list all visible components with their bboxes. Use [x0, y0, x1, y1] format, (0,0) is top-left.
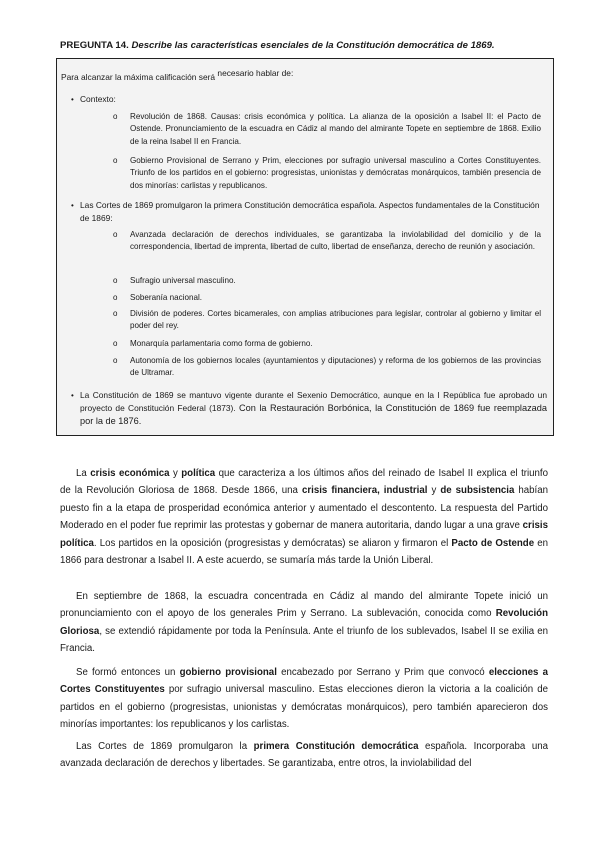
- bold-term: Pacto de Ostende: [451, 537, 535, 549]
- text-run: , se extendió rápidamente por toda la Península. Ante el triunfo de los sublevados, Isabel II se exilia en Francia.: [60, 625, 548, 655]
- paragraph-revolution: [60, 588, 548, 658]
- bullet-context: [71, 93, 116, 106]
- sub-item: [113, 229, 541, 254]
- bold-term: Revolución Gloriosa: [60, 608, 548, 637]
- sub-item: [113, 338, 541, 350]
- sub-item: [113, 155, 541, 192]
- circle-bullet-icon: o: [113, 276, 118, 285]
- bullet-validity-part-2: Con la Restauración Borbónica, la Constitución de 1869 fue reemplazada por la de 1876.: [80, 403, 548, 426]
- text-run: que caracteriza a los últimos años del reinado de Isabel II explica el triunfo de la Revolución Gloriosa de 1868. Desde 1866, una: [60, 468, 549, 497]
- sub-item: [113, 111, 541, 148]
- text-run: y: [427, 485, 441, 497]
- sub-item: [113, 355, 541, 380]
- bold-term: gobierno provisional: [179, 667, 277, 678]
- bold-term: política: [181, 468, 216, 479]
- sub-item-text: Gobierno Provisional de Serrano y Prim, elecciones por sufragio universal masculino a Cortes Constituyentes. Triunfo de los partidos en el gobierno: progresistas, unionistas y demócratas monárquicos, también presencia de dos minorías: carlistas y republicanos.: [130, 156, 541, 190]
- sub-item-text: Monarquía parlamentaria como forma de gobierno.: [130, 339, 313, 348]
- sub-item-text: Avanzada declaración de derechos individuales, se garantizaba la inviolabilidad del domicilio y de la correspondencia, libertad de imprenta, libertad de culto, libertad de enseñanza, derecho de reunión y asociación.: [130, 230, 541, 252]
- bold-term: de subsistencia: [440, 485, 515, 497]
- circle-bullet-icon: o: [113, 339, 118, 348]
- text-run: La: [76, 468, 91, 479]
- box-intro-part-2: necesario hablar de:: [217, 68, 294, 78]
- bold-term: crisis económica: [90, 468, 170, 479]
- bold-term: crisis financiera, industrial: [301, 485, 428, 497]
- box-intro: [61, 68, 294, 82]
- sub-item: [113, 275, 541, 287]
- text-run: por sufragio universal masculino. Estas elecciones dieron la victoria a la coalición de partidos en el gobierno (progresistas, unionistas y demócratas monárquicos), pero también aparecieron dos minorías importantes: los republicanos y los carlistas.: [60, 684, 548, 731]
- sub-item-text: División de poderes. Cortes bicamerales, con amplias atribuciones para legislar, controlar al gobierno y limitar el poder del rey.: [130, 309, 541, 331]
- circle-bullet-icon: o: [113, 156, 118, 165]
- bold-term: crisis política: [60, 520, 548, 549]
- bullet-dot-icon: •: [71, 201, 74, 210]
- circle-bullet-icon: o: [113, 112, 118, 121]
- text-run: encabezado por Serrano y Prim que convocó: [276, 667, 489, 678]
- sub-item: [113, 292, 541, 304]
- bold-term: elecciones a Cortes Constituyentes: [60, 667, 548, 696]
- bullet-validity-part-1: La Constitución de 1869 se mantuvo vigente durante el Sexenio Democrático, aunque en la I República fue aprobado un proyecto de Constitución Federal (1873).: [80, 390, 547, 413]
- text-run: habían puesto fin a la etapa de prosperidad económica anterior y aumentado el descontento. La respuesta del Partido Moderado en el poder fue reprimir las protestas y gobernar de manera autoritaria, dando lugar a una grave: [60, 485, 549, 532]
- circle-bullet-icon: o: [113, 293, 118, 302]
- sub-item-text: Sufragio universal masculino.: [130, 276, 236, 285]
- text-run: y: [169, 468, 182, 479]
- bullet-context-text: Contexto:: [80, 94, 116, 104]
- sub-item-text: Soberanía nacional.: [130, 293, 202, 302]
- text-run: Se formó entonces un: [76, 667, 180, 678]
- text-run: española. Incorporaba una avanzada declaración de derechos y libertades. Se garantizaba, entre otros, la inviolabilidad del: [60, 741, 548, 770]
- sub-item: [113, 308, 541, 333]
- bold-term: primera Constitución democrática: [253, 741, 419, 752]
- text-run: . Los partidos en la oposición (progresistas y demócratas) se aliaron y firmaron el: [93, 537, 452, 549]
- bullet-constitution: [71, 199, 541, 225]
- text-run: en 1866 para destronar a Isabel II. A este acuerdo, se sumaría más tarde la Unión Liberal.: [60, 537, 548, 567]
- question-heading: [60, 40, 560, 51]
- question-label: PREGUNTA 14.: [60, 40, 129, 51]
- bullet-validity-text: [71, 389, 547, 428]
- paragraph-constitution: [60, 738, 548, 773]
- bullet-dot-icon: •: [71, 95, 74, 104]
- circle-bullet-icon: o: [113, 356, 118, 365]
- box-intro-part-1: Para alcanzar la máxima calificación será: [61, 72, 216, 82]
- paragraph-provisional-government: [60, 664, 548, 734]
- text-run: En septiembre de 1868, la escuadra concentrada en Cádiz al mando del almirante Topete inició un pronunciamiento con el apoyo de los generales Prim y Serrano. La sublevación, conocida como: [60, 591, 548, 620]
- grading-criteria-box: [56, 58, 554, 436]
- bullet-constitution-text: Las Cortes de 1869 promulgaron la primera Constitución democrática española. Aspectos fundamentales de la Constitución de 1869:: [80, 200, 540, 223]
- paragraph-causes: [60, 465, 548, 569]
- sub-item-text: Revolución de 1868. Causas: crisis económica y política. La alianza de la oposición a Isabel II: el Pacto de Ostende. Pronunciamiento de la escuadra en Cádiz al mando del almirante Topete en septiembre de 1868. Exilio de la reina Isabel II en Francia.: [130, 112, 541, 146]
- circle-bullet-icon: o: [113, 230, 118, 239]
- sub-item-text: Autonomía de los gobiernos locales (ayuntamientos y diputaciones) y reforma de los gobiernos de las provincias de Ultramar.: [130, 356, 541, 378]
- circle-bullet-icon: o: [113, 309, 118, 318]
- bullet-validity: [71, 389, 547, 428]
- text-run: Las Cortes de 1869 promulgaron la: [76, 741, 254, 752]
- question-text: Describe las características esenciales de la Constitución democrática de 1869.: [131, 40, 495, 51]
- bullet-dot-icon: •: [71, 391, 74, 400]
